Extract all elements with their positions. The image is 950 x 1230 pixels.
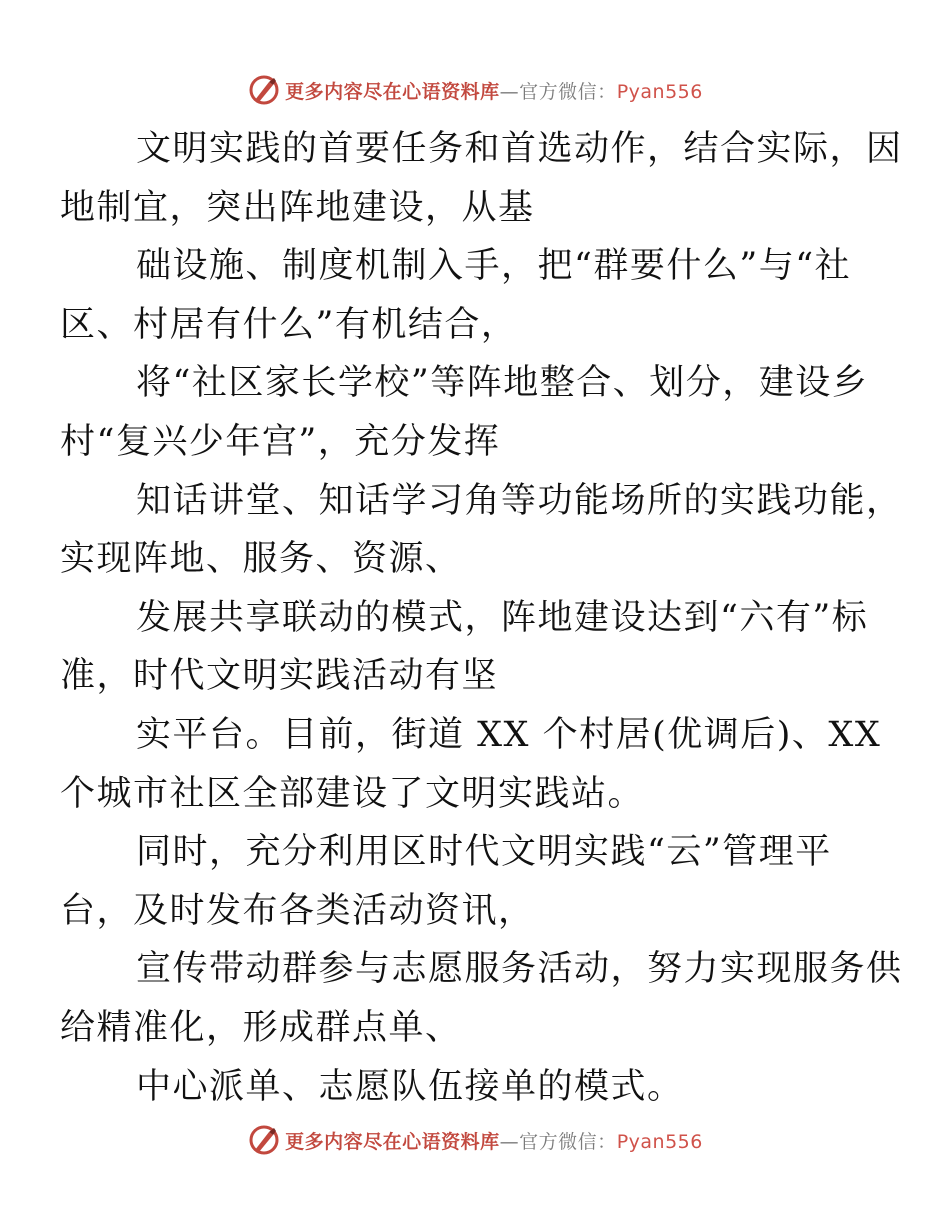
paragraph-8: 宣传带动群参与志愿服务活动，努力实现服务供 给精准化，形成群点单、 bbox=[60, 949, 903, 1048]
paragraph-6: 实平台。目前，街道 XX 个村居(优调后)、XX 个城市社区全部建设了文明实践站。 bbox=[60, 714, 882, 814]
watermark-text: 更多内容尽在心语资料库—官方微信：Pyan556 bbox=[285, 80, 703, 103]
header-watermark bbox=[0, 72, 950, 108]
pen-logo-icon bbox=[247, 73, 281, 107]
document-body bbox=[60, 120, 903, 1116]
footer-watermark bbox=[0, 1122, 950, 1158]
paragraph-7: 同时，充分利用区时代文明实践“云”管理平 台，及时发布各类活动资讯， bbox=[60, 832, 832, 931]
paragraph-3: 将“社区家长学校”等阵地整合、划分，建设乡 村“复兴少年宫”，充分发挥 bbox=[60, 363, 869, 462]
paragraph-9: 中心派单、志愿队伍接单的模式。 bbox=[136, 1066, 684, 1107]
paragraph-4: 知话讲堂、知话学习角等功能场所的实践功能， 实现阵地、服务、资源、 bbox=[60, 480, 903, 580]
pen-logo-icon bbox=[247, 1123, 281, 1157]
paragraph-1: 文明实践的首要任务和首选动作，结合实际，因 地制宜，突出阵地建设，从基 bbox=[60, 129, 903, 228]
watermark-text: 更多内容尽在心语资料库—官方微信：Pyan556 bbox=[285, 1130, 703, 1153]
paragraph-5: 发展共享联动的模式，阵地建设达到“六有”标 准，时代文明实践活动有坚 bbox=[60, 597, 869, 697]
paragraph-2: 础设施、制度机制入手，把“群要什么”与“社 区、村居有什么”有机结合， bbox=[60, 246, 852, 345]
